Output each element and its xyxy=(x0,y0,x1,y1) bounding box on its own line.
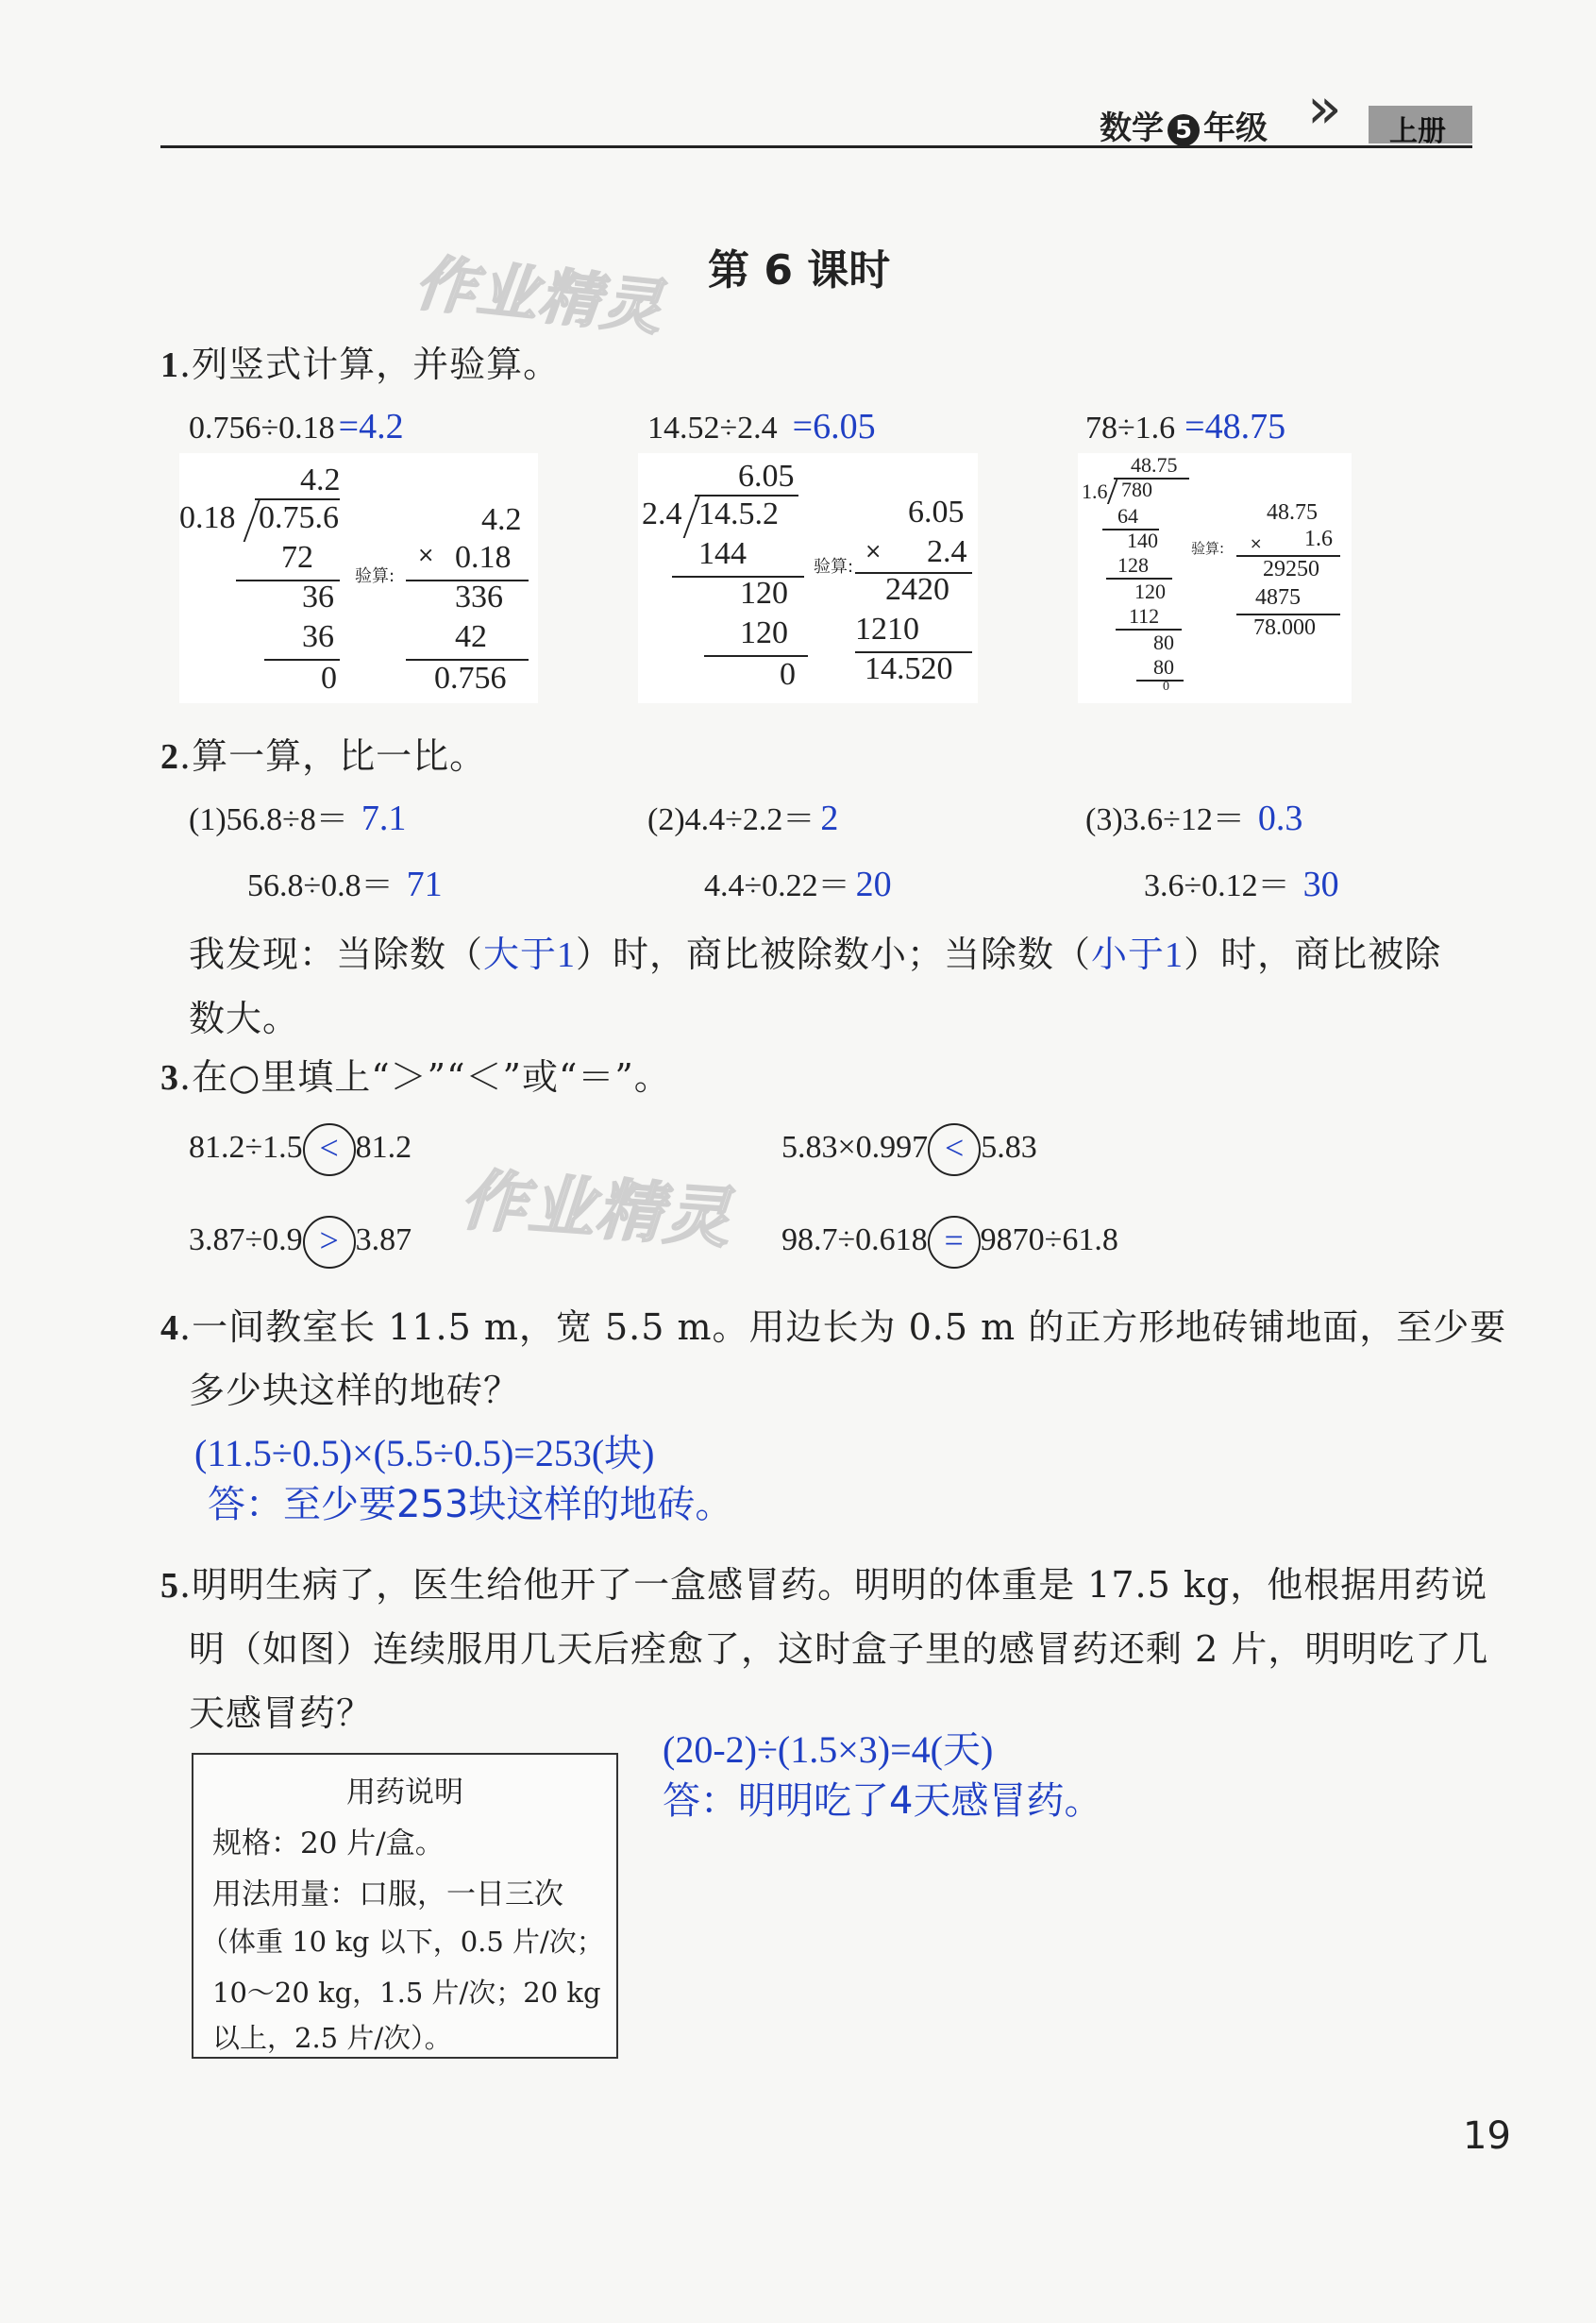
q3-item-2 xyxy=(781,1123,1037,1176)
q4-answer-equation: (11.5÷0.5)×(5.5÷0.5)=253(块) xyxy=(194,1432,655,1474)
question-5-line-3: 天感冒药？ xyxy=(189,1692,374,1734)
step: 0 xyxy=(321,661,337,696)
check-value: 29250 xyxy=(1263,557,1319,581)
header-grade: 年级 xyxy=(1203,109,1268,147)
page-number: 19 xyxy=(1463,2114,1511,2158)
q3-item-1 xyxy=(189,1123,412,1176)
left-expr: 5.83×0.997 xyxy=(781,1129,929,1165)
quotient: 48.75 xyxy=(1131,453,1178,477)
q2-group-2-row-2 xyxy=(704,859,892,905)
step: 80 xyxy=(1153,631,1174,654)
right-expr: 81.2 xyxy=(355,1129,412,1165)
step: 144 xyxy=(698,536,747,571)
header-subject: 数学 xyxy=(1100,109,1164,147)
compare-circle: < xyxy=(928,1123,981,1176)
grade-badge: 5 xyxy=(1168,114,1200,146)
check-label: 验算: xyxy=(355,566,395,586)
answer: 71 xyxy=(406,865,443,904)
chevron-icon: » xyxy=(1307,76,1329,142)
q2-finding xyxy=(189,925,1441,977)
check-value: 42 xyxy=(455,619,487,654)
compare-circle: < xyxy=(303,1123,356,1176)
q1-work-2 xyxy=(638,453,978,703)
question-number: 5 xyxy=(160,1566,179,1606)
check-value: 4875 xyxy=(1255,585,1301,610)
check-value: 4.2 xyxy=(481,502,522,537)
q3-item-4 xyxy=(781,1216,1118,1269)
q4-answer-text: 答：至少要253块这样的地砖。 xyxy=(208,1483,733,1526)
question-number: 1 xyxy=(160,345,179,385)
compare-circle: = xyxy=(928,1216,981,1269)
box-line: 10～20 kg，1.5 片/次；20 kg xyxy=(212,1977,601,2009)
question-prompt: .算一算，比一比。 xyxy=(179,735,487,777)
box-title: 用药说明 xyxy=(346,1776,463,1810)
watermark: 作业精灵 xyxy=(412,248,667,345)
check-value: 1210 xyxy=(855,612,919,647)
answer: 0.3 xyxy=(1257,799,1303,838)
answer: 20 xyxy=(855,865,892,904)
check-value: 0.18 xyxy=(455,540,512,575)
page-title: 第 6 课时 xyxy=(708,246,891,295)
step: 120 xyxy=(1134,580,1166,603)
divisor: 2.4 xyxy=(642,497,682,531)
q5-answer-text: 答：明明吃了4天感冒药。 xyxy=(663,1779,1102,1823)
box-line: 用法用量：口服，一日三次 xyxy=(212,1877,563,1911)
group-label: (1) xyxy=(189,802,227,837)
dividend: 14.5.2 xyxy=(698,497,779,531)
q1-expression-1 xyxy=(189,406,404,447)
check-value: 336 xyxy=(455,580,503,614)
step: 72 xyxy=(281,540,313,575)
box-line: 规格：20 片/盒。 xyxy=(212,1826,445,1860)
group-label: (3) xyxy=(1085,802,1123,837)
q1-work-3 xyxy=(1078,453,1352,703)
check-value: 2.4 xyxy=(927,534,967,569)
expression: 3.6÷0.12＝ xyxy=(1144,868,1290,903)
expression: 4.4÷2.2＝ xyxy=(684,802,815,837)
check-value: 0.756 xyxy=(434,661,507,696)
step: 64 xyxy=(1117,504,1138,528)
quotient: 6.05 xyxy=(738,459,795,494)
check-value: 2420 xyxy=(885,572,949,607)
question-number: 2 xyxy=(160,737,179,777)
step: 112 xyxy=(1129,604,1160,628)
finding-text: ）时，商比被除 xyxy=(1184,934,1442,975)
expression: 56.8÷0.8＝ xyxy=(247,868,394,903)
finding-answer: 小于1 xyxy=(1091,935,1184,975)
expression: 0.756÷0.18 xyxy=(189,411,335,446)
dividend: 780 xyxy=(1121,478,1152,501)
question-4 xyxy=(160,1298,1506,1350)
q2-group-1-row-2 xyxy=(247,859,443,905)
q2-group-1 xyxy=(189,793,406,839)
question-prompt: .明明生病了，医生给他开了一盒感冒药。明明的体重是 17.5 kg，他根据用药说 xyxy=(179,1564,1488,1606)
q2-group-3 xyxy=(1085,793,1302,839)
step: 80 xyxy=(1153,655,1174,679)
question-5 xyxy=(160,1556,1487,1608)
header-title xyxy=(1100,102,1268,148)
check-value: 14.520 xyxy=(865,651,953,686)
answer: =48.75 xyxy=(1184,407,1286,446)
right-expr: 5.83 xyxy=(981,1129,1037,1165)
q5-answer-equation: (20-2)÷(1.5×3)=4(天) xyxy=(663,1728,994,1771)
question-5-line-2: 明（如图）连续服用几天后痊愈了，这时盒子里的感冒药还剩 2 片，明明吃了几 xyxy=(189,1628,1489,1670)
finding-text: ）时，商比被除数小；当除数（ xyxy=(576,934,1092,975)
finding-text: 我发现：当除数（ xyxy=(189,934,484,975)
question-prompt: .一间教室长 11.5 m，宽 5.5 m。用边长为 0.5 m 的正方形地砖铺地面，至少要 xyxy=(179,1306,1507,1348)
dividend: 0.75.6 xyxy=(259,500,339,535)
box-line: （体重 10 kg 以下，0.5 片/次； xyxy=(201,1926,604,1958)
volume-label: 上册 xyxy=(1389,115,1446,148)
expression: 78÷1.6 xyxy=(1085,411,1176,446)
expression: 56.8÷8＝ xyxy=(226,802,348,837)
right-expr: 9870÷61.8 xyxy=(980,1221,1118,1257)
times-sign: × xyxy=(417,544,435,567)
answer: 2 xyxy=(820,799,839,838)
volume-badge xyxy=(1369,106,1472,148)
box-line: 以上，2.5 片/次）。 xyxy=(212,2022,452,2054)
step: 36 xyxy=(302,580,334,614)
expression: 4.4÷0.22＝ xyxy=(704,868,850,903)
compare-circle: > xyxy=(303,1216,356,1269)
divisor: 0.18 xyxy=(179,500,236,535)
question-prompt: .在○里填上“＞”“＜”或“＝”。 xyxy=(179,1056,671,1098)
check-value: 78.000 xyxy=(1253,615,1316,640)
left-expr: 81.2÷1.5 xyxy=(189,1129,303,1165)
left-expr: 98.7÷0.618 xyxy=(781,1221,928,1257)
step: 36 xyxy=(302,619,334,654)
q3-item-3 xyxy=(189,1216,412,1269)
answer: 30 xyxy=(1302,865,1339,904)
check-value: 1.6 xyxy=(1304,527,1333,551)
step: 128 xyxy=(1117,553,1149,577)
expression: 3.6÷12＝ xyxy=(1122,802,1245,837)
division-bracket xyxy=(1107,478,1118,504)
q1-expression-2 xyxy=(647,406,876,447)
right-expr: 3.87 xyxy=(355,1221,412,1257)
q1-expression-3 xyxy=(1085,406,1285,447)
question-number: 3 xyxy=(160,1058,179,1098)
answer: 7.1 xyxy=(361,799,407,838)
header xyxy=(160,76,1472,149)
q2-group-2 xyxy=(647,793,838,839)
step: 140 xyxy=(1127,529,1158,552)
step: 120 xyxy=(740,615,788,650)
left-expr: 3.87÷0.9 xyxy=(189,1221,303,1257)
question-number: 4 xyxy=(160,1308,179,1348)
question-1 xyxy=(160,335,560,387)
group-label: (2) xyxy=(647,802,685,837)
question-4-line-2: 多少块这样的地砖？ xyxy=(189,1370,521,1411)
check-value: 48.75 xyxy=(1267,500,1318,525)
question-2 xyxy=(160,727,486,779)
times-sign: × xyxy=(1250,534,1263,552)
step: 120 xyxy=(740,576,788,611)
watermark: 作业精灵 xyxy=(458,1161,735,1257)
step: 0 xyxy=(780,657,796,692)
q2-group-3-row-2 xyxy=(1144,859,1339,905)
medicine-instructions-box xyxy=(192,1753,618,2059)
quotient: 4.2 xyxy=(300,463,341,497)
check-label: 验算: xyxy=(1191,540,1225,557)
answer: =6.05 xyxy=(792,407,876,446)
check-value: 6.05 xyxy=(908,495,965,530)
question-3 xyxy=(160,1048,671,1100)
q2-finding-cont: 数大。 xyxy=(189,998,300,1039)
finding-answer: 大于1 xyxy=(483,935,577,975)
q1-work-1 xyxy=(179,453,538,703)
check-label: 验算: xyxy=(814,557,854,577)
step-rule xyxy=(1136,680,1184,682)
header-rule xyxy=(160,145,1472,148)
answer: =4.2 xyxy=(338,407,404,446)
expression: 14.52÷2.4 xyxy=(647,411,778,446)
question-prompt: .列竖式计算，并验算。 xyxy=(179,344,561,385)
times-sign: × xyxy=(865,540,882,564)
step: 0 xyxy=(1163,680,1169,694)
divisor: 1.6 xyxy=(1082,480,1108,503)
